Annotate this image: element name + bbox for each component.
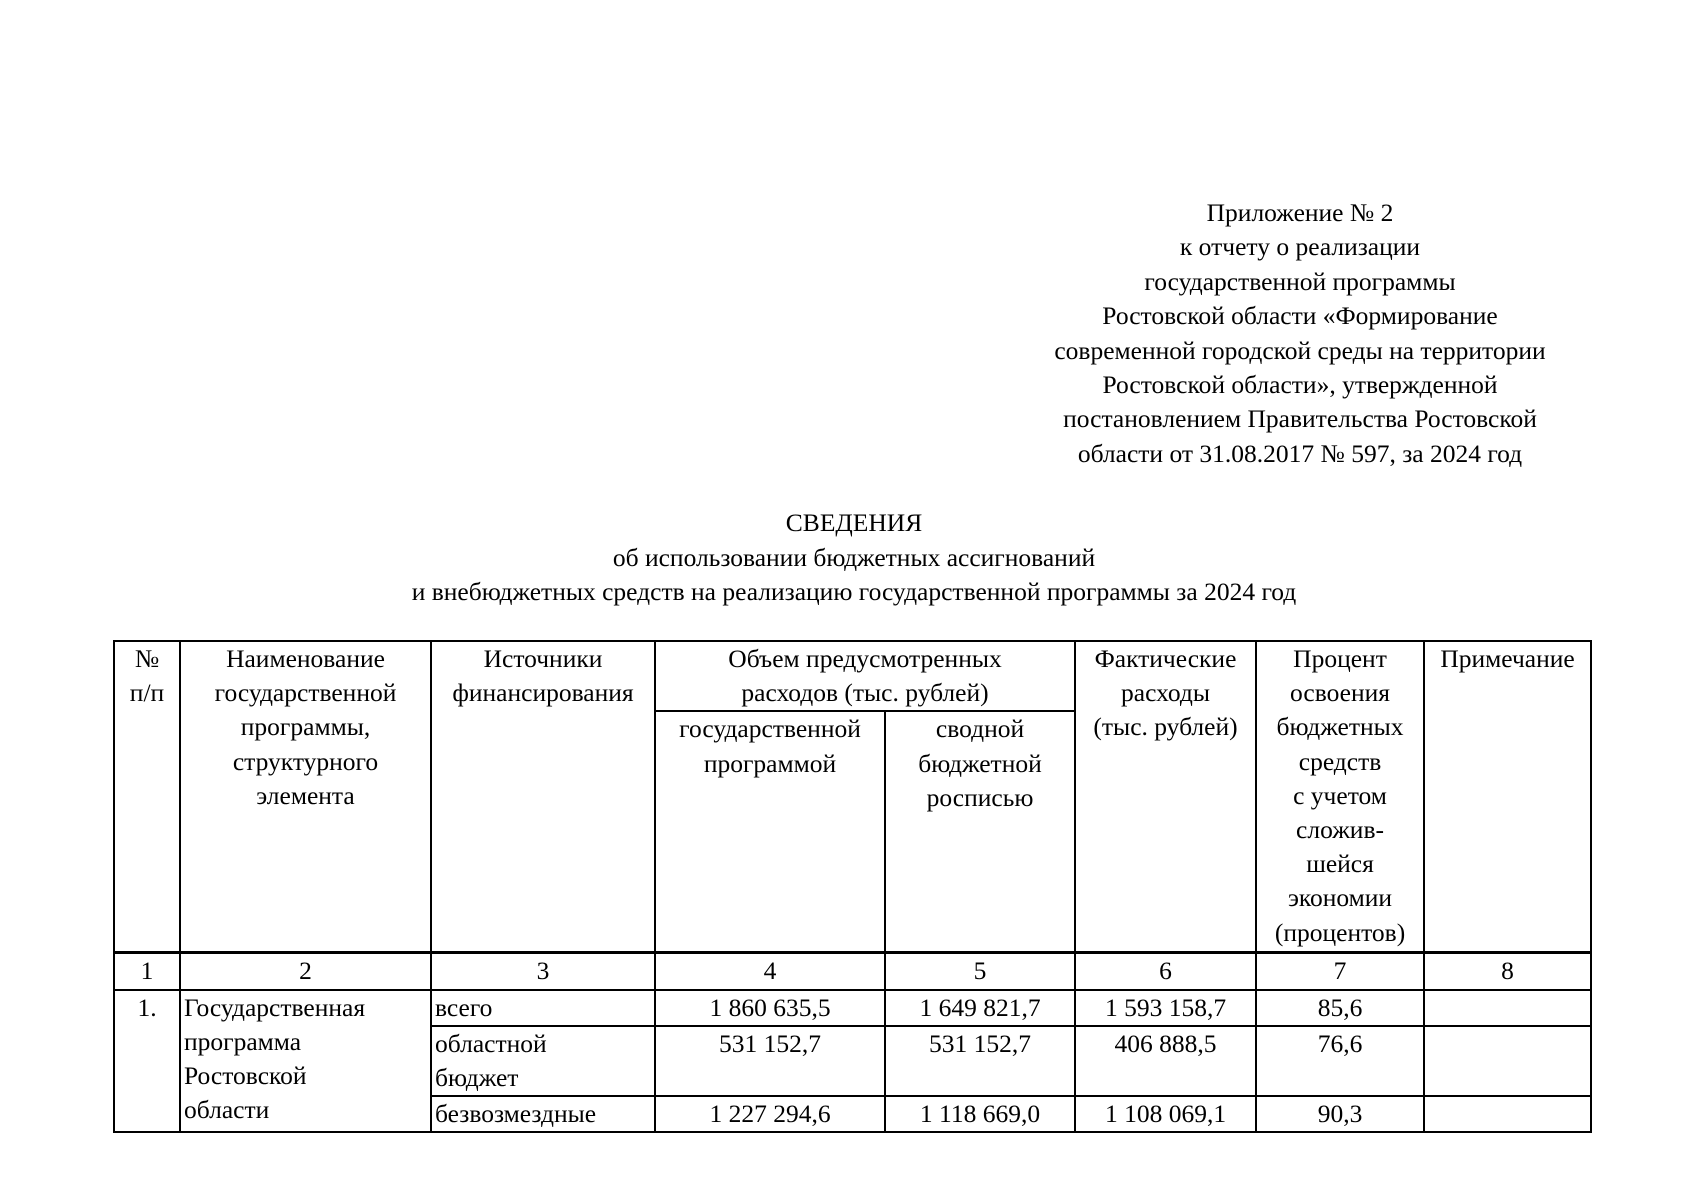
appendix-line: современной городской среды на территории	[1054, 335, 1546, 365]
column-number-row	[114, 953, 1591, 990]
header-text: Процент	[1293, 644, 1387, 673]
header-text: с учетом	[1293, 780, 1387, 810]
header-text: элемента	[256, 780, 355, 810]
header-text: (процентов)	[1274, 917, 1406, 947]
header-text: экономии	[1287, 883, 1393, 913]
funding-source-line: бюджет	[435, 1063, 519, 1093]
header-text: программой	[703, 748, 837, 778]
header-text: сложив-	[1296, 815, 1384, 845]
percent-value: 85,6	[1256, 990, 1424, 1026]
actual-expenses-value: 1 108 069,1	[1075, 1096, 1256, 1132]
budget-usage-table	[113, 640, 1592, 1133]
header-text: Объем предусмотренных	[728, 644, 1002, 673]
header-text: №	[134, 644, 160, 673]
header-text: расходов (тыс. рублей)	[741, 678, 989, 708]
header-text: (тыс. рублей)	[1093, 712, 1238, 742]
header-planned-expenses	[655, 641, 1075, 711]
header-text: государственной	[214, 678, 397, 708]
planned-by-budget-value: 531 152,7	[885, 1026, 1075, 1096]
column-number: 5	[885, 953, 1075, 990]
header-program-name	[180, 641, 431, 953]
header-text: Фактические	[1094, 644, 1237, 673]
planned-by-program-value: 531 152,7	[655, 1026, 885, 1096]
planned-by-program-value: 1 227 294,6	[655, 1096, 885, 1132]
planned-by-budget-value: 1 118 669,0	[885, 1096, 1075, 1132]
funding-source	[431, 1026, 655, 1096]
row-number: 1.	[114, 990, 180, 1133]
funding-source-line: всего	[435, 992, 493, 1022]
header-percent	[1256, 641, 1424, 953]
header-text: росписью	[926, 782, 1034, 812]
column-number: 3	[431, 953, 655, 990]
column-number: 7	[1256, 953, 1424, 990]
header-text: шейся	[1306, 849, 1374, 879]
funding-source	[431, 990, 655, 1026]
header-text: структурного	[232, 746, 379, 776]
header-text: расходы	[1121, 678, 1210, 708]
document-subtitle-line: и внебюджетных средств на реализацию государственной программы за 2024 год	[411, 577, 1297, 607]
header-text: бюджетной	[918, 748, 1042, 778]
planned-by-program-value: 1 860 635,5	[655, 990, 885, 1026]
document-title: СВЕДЕНИЯ	[785, 508, 923, 537]
document-heading	[114, 506, 1594, 610]
planned-by-budget-value: 1 649 821,7	[885, 990, 1075, 1026]
note-value	[1424, 990, 1591, 1026]
header-text: государственной	[679, 714, 861, 744]
header-text: программы,	[240, 712, 371, 742]
program-name-line: Государственная	[184, 992, 366, 1022]
column-number: 1	[114, 953, 180, 990]
document-subtitle-line: об использовании бюджетных ассигнований	[612, 542, 1096, 572]
actual-expenses-value: 406 888,5	[1075, 1026, 1256, 1096]
header-actual-expenses	[1075, 641, 1256, 953]
funding-source-line: безвозмездные	[435, 1099, 597, 1129]
column-number: 2	[180, 953, 431, 990]
table-header	[114, 641, 1591, 953]
percent-value: 90,3	[1256, 1096, 1424, 1132]
header-text: средств	[1298, 746, 1382, 776]
program-name-line: Ростовской	[184, 1061, 307, 1091]
appendix-line: государственной программы	[1144, 266, 1456, 296]
header-text: освоения	[1290, 678, 1390, 708]
actual-expenses-value: 1 593 158,7	[1075, 990, 1256, 1026]
funding-source-line: областной	[435, 1028, 547, 1058]
header-text: бюджетных	[1276, 712, 1404, 742]
table-row	[114, 990, 1591, 1026]
appendix-line: постановлением Правительства Ростовской	[1063, 404, 1537, 434]
program-name-line: программа	[184, 1026, 302, 1056]
funding-source	[431, 1096, 655, 1132]
header-text: сводной	[935, 714, 1025, 744]
column-number: 4	[655, 953, 885, 990]
header-note	[1424, 641, 1591, 953]
appendix-header	[1010, 196, 1590, 471]
percent-value: 76,6	[1256, 1026, 1424, 1096]
appendix-line: Приложение № 2	[1206, 198, 1394, 227]
header-number	[114, 641, 180, 953]
appendix-line: к отчету о реализации	[1179, 232, 1421, 262]
column-number: 6	[1075, 953, 1256, 990]
appendix-line: области от 31.08.2017 № 597, за 2024 год	[1077, 438, 1523, 468]
header-text: п/п	[129, 678, 165, 708]
program-name-line: области	[184, 1095, 270, 1125]
note-value	[1424, 1096, 1591, 1132]
header-text: Примечание	[1440, 644, 1575, 673]
header-text: Источники	[483, 644, 603, 673]
header-row	[114, 641, 1591, 711]
header-planned-by-program	[655, 711, 885, 953]
header-text: Наименование	[226, 644, 385, 673]
appendix-line: Ростовской области «Формирование	[1102, 301, 1498, 331]
header-text: финансирования	[452, 678, 634, 708]
appendix-line: Ростовской области», утвержденной	[1102, 370, 1498, 400]
program-name	[180, 990, 431, 1133]
column-number: 8	[1424, 953, 1591, 990]
header-planned-by-budget-schedule	[885, 711, 1075, 953]
header-funding-source	[431, 641, 655, 953]
table-body	[114, 953, 1591, 1133]
note-value	[1424, 1026, 1591, 1096]
